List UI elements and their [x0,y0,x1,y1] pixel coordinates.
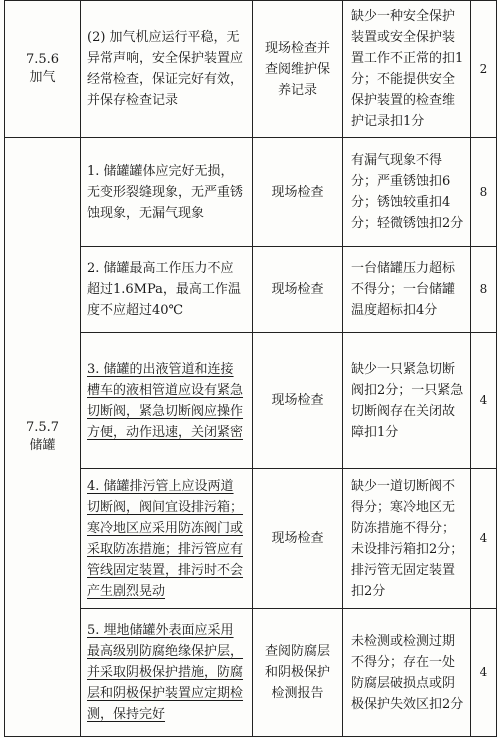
scoring-rule-cell: 缺少一道切断阀不得分；寒冷地区无防冻措施不得分；未设排污箱扣2分；排污管无固定装置扣2分 [343,469,471,609]
check-method-cell: 现场检查 [253,469,343,609]
scoring-rule-cell: 一台储罐压力超标不得分；一台储罐温度超标扣4分 [343,247,471,333]
requirement-cell: 5. 埋地储罐外表面应采用最高级别防腐绝缘保护层，并采取阴极保护措施，防腐层和阴极保护装置应定期检测，保持完好 [81,609,253,737]
points-cell: 4 [471,609,497,737]
check-method-cell: 现场检查并查阅维护保养记录 [253,1,343,138]
inspection-criteria-table [4,0,497,737]
scoring-rule-cell: 缺少一只紧急切断阀扣2分；一只紧急切断阀存在关闭故障扣1分 [343,333,471,469]
category-name: 加气 [29,70,56,85]
table-row [5,138,497,247]
points-cell: 8 [471,138,497,247]
check-method-cell: 现场检查 [253,247,343,333]
category-code: 7.5.6 [25,52,60,67]
requirement-cell: 4. 储罐排污管上应设两道切断阀，阀间宜设排污箱；寒冷地区应采用防冻阀门或采取防冻措施；排污管应有管线固定装置，排污时不会产生剧烈晃动 [81,469,253,609]
category-cell [5,138,81,737]
category-code: 7.5.7 [25,420,60,435]
requirement-cell: 1. 储罐罐体应完好无损，无变形裂缝现象，无严重锈蚀现象，无漏气现象 [81,138,253,247]
check-method-cell: 现场检查 [253,138,343,247]
scoring-rule-cell: 有漏气现象不得分；严重锈蚀扣6分；锈蚀较重扣4分；轻微锈蚀扣2分 [343,138,471,247]
points-cell: 4 [471,333,497,469]
requirement-cell: (2) 加气机应运行平稳，无异常声响，安全保护装置应经常检查，保证完好有效，并保存检查记录 [81,1,253,138]
points-cell: 4 [471,469,497,609]
scoring-rule-cell: 缺少一种安全保护装置或安全保护装置工作不正常的扣1分；不能提供安全保护装置的检查维护记录扣1分 [343,1,471,138]
points-cell: 8 [471,247,497,333]
category-name: 储罐 [29,438,56,453]
table-row [5,1,497,138]
check-method-cell: 现场检查 [253,333,343,469]
check-method-cell: 查阅防腐层和阴极保护检测报告 [253,609,343,737]
category-cell [5,1,81,138]
requirement-cell: 2. 储罐最高工作压力不应超过1.6MPa，最高工作温度不应超过40℃ [81,247,253,333]
requirement-cell: 3. 储罐的出液管道和连接槽车的液相管道应设有紧急切断阀，紧急切断阀应操作方便，动作迅速，关闭紧密 [81,333,253,469]
points-cell: 2 [471,1,497,138]
scoring-rule-cell: 未检测或检测过期不得分；存在一处防腐层破损点或阴极保护失效区扣2分 [343,609,471,737]
